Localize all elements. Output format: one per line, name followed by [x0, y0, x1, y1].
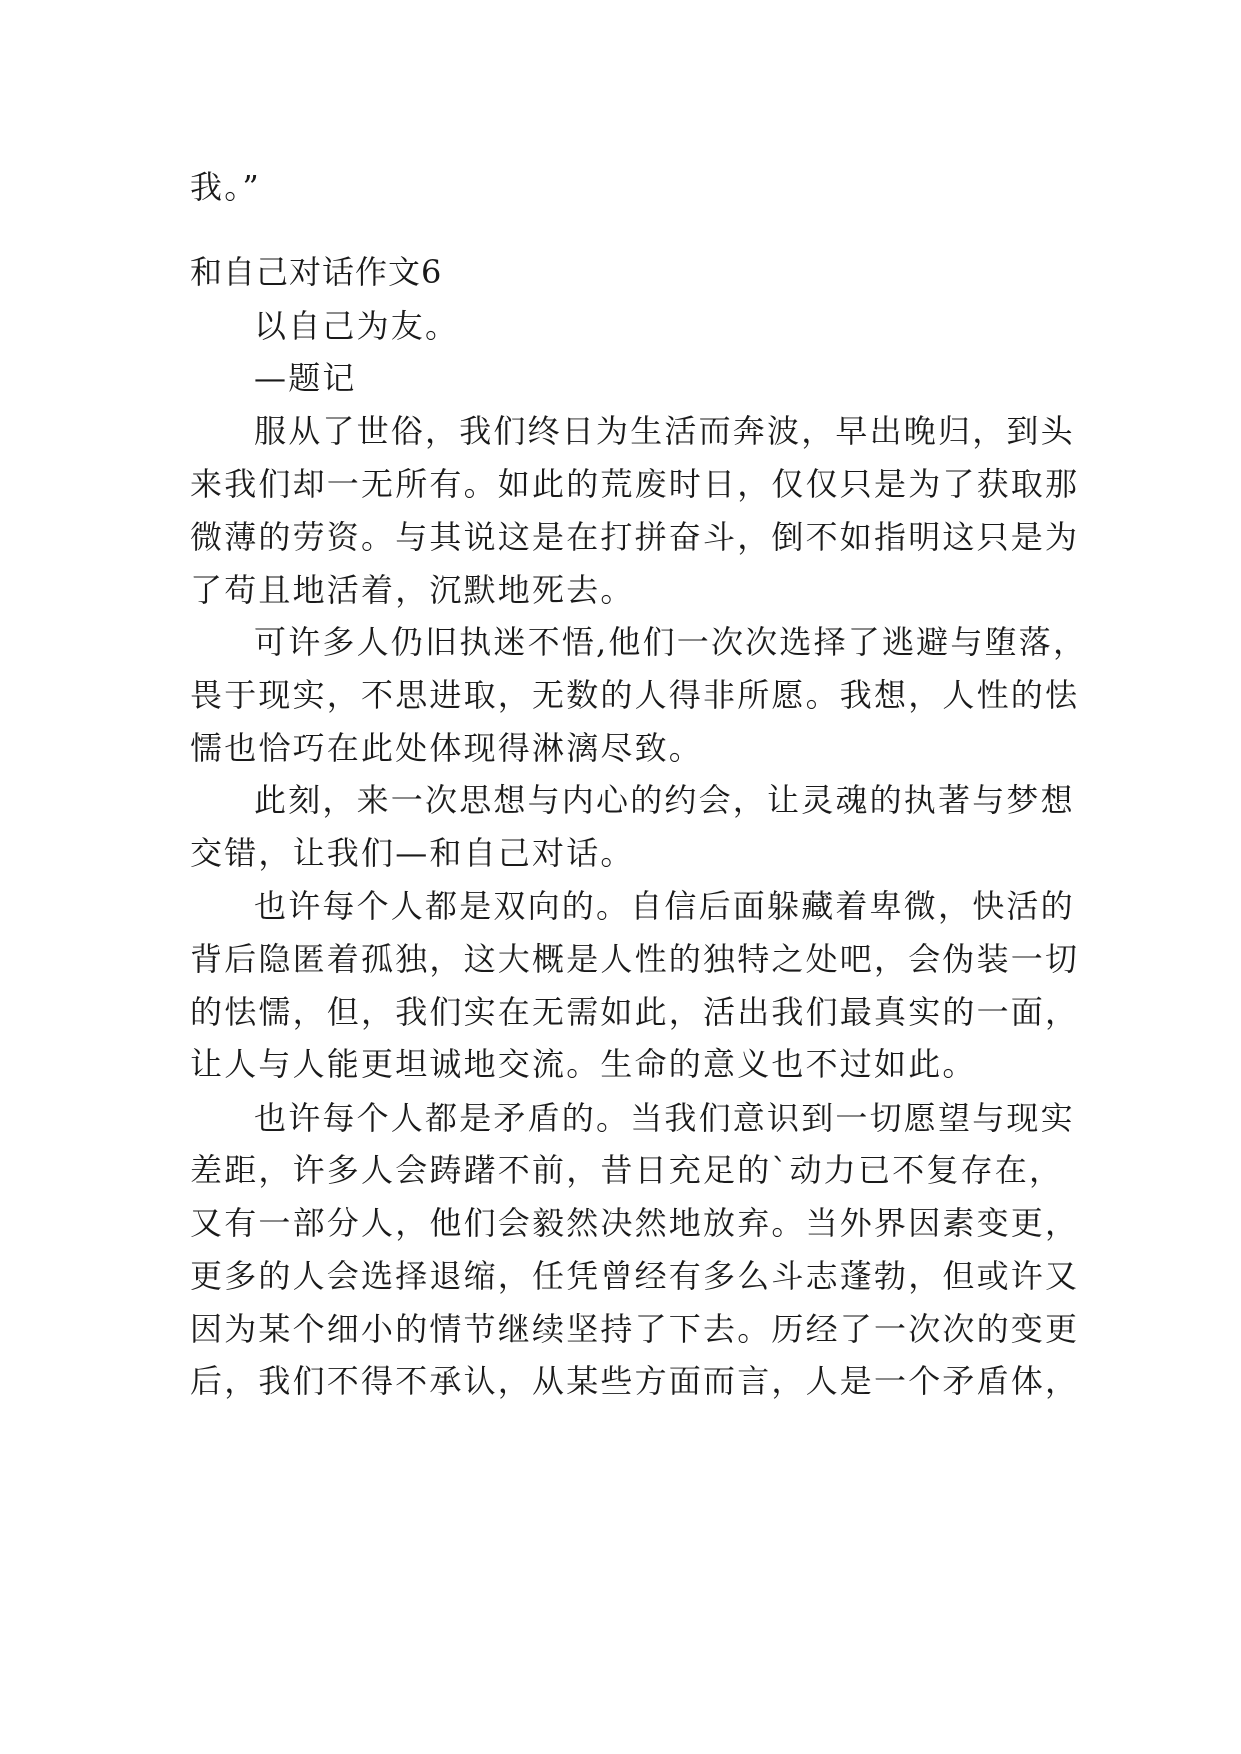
paragraph-line: 服从了世俗，我们终日为生活而奔波，早出晚归，到头 — [254, 412, 1075, 450]
epigraph-attribution: —题记 — [254, 359, 357, 397]
paragraph-line: 因为某个细小的情节继续坚持了下去。历经了一次次的变更 — [190, 1310, 1080, 1348]
paragraph-line: 交错，让我们—和自己对话。 — [190, 834, 635, 872]
paragraph-line: 来我们却一无所有。如此的荒废时日，仅仅只是为了获取那 — [190, 465, 1080, 503]
paragraph-line: 懦也恰巧在此处体现得淋漓尽致。 — [190, 729, 704, 767]
section-heading: 和自己对话作文6 — [190, 253, 443, 291]
paragraph-line: 此刻，来一次思想与内心的约会，让灵魂的执著与梦想 — [254, 781, 1075, 819]
paragraph-line: 的怯懦，但，我们实在无需如此，活出我们最真实的一面， — [190, 993, 1080, 1031]
epigraph: 以自己为友。 — [254, 307, 460, 345]
paragraph-line: 畏于现实，不思进取，无数的人得非所愿。我想，人性的怯 — [190, 676, 1080, 714]
paragraph-line: 后，我们不得不承认，从某些方面而言，人是一个矛盾体， — [190, 1362, 1080, 1400]
paragraph-line: 可许多人仍旧执迷不悟,他们一次次选择了逃避与堕落， — [254, 623, 1088, 661]
paragraph-line: 微薄的劳资。与其说这是在打拼奋斗，倒不如指明这只是为 — [190, 518, 1080, 556]
paragraph-line: 也许每个人都是矛盾的。当我们意识到一切愿望与现实 — [254, 1099, 1075, 1137]
paragraph-line: 更多的人会选择退缩，任凭曾经有多么斗志蓬勃，但或许又 — [190, 1257, 1080, 1295]
paragraph-tail: 我。” — [190, 168, 261, 206]
paragraph-line: 也许每个人都是双向的。自信后面躲藏着卑微，快活的 — [254, 887, 1075, 925]
paragraph-line: 了苟且地活着，沉默地死去。 — [190, 571, 635, 609]
paragraph-line: 差距，许多人会踌躇不前，昔日充足的`动力已不复存在， — [190, 1151, 1064, 1189]
paragraph-line: 又有一部分人，他们会毅然决然地放弃。当外界因素变更， — [190, 1204, 1080, 1242]
paragraph-line: 背后隐匿着孤独，这大概是人性的独特之处吧，会伪装一切 — [190, 940, 1080, 978]
paragraph-line: 让人与人能更坦诚地交流。生命的意义也不过如此。 — [190, 1045, 977, 1083]
